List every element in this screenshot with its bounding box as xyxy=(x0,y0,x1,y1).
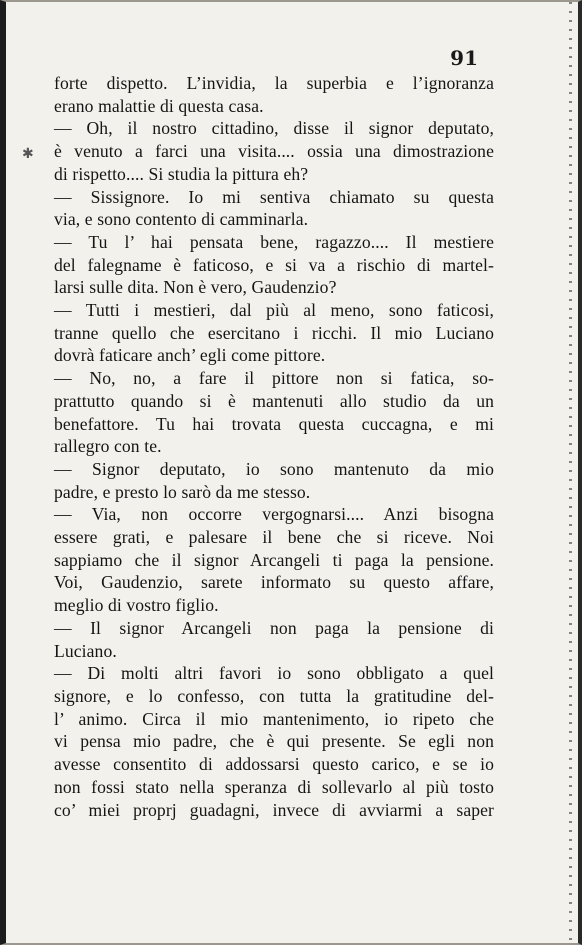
text-line: di rispetto.... Si studia la pittura eh? xyxy=(54,163,309,184)
text-line: via, e sono contento di camminarla. xyxy=(54,209,309,230)
margin-mark: ✱ xyxy=(22,146,34,162)
page-edge-shadow xyxy=(569,2,572,945)
text-line: meglio di vostro figlio. xyxy=(54,595,219,616)
page-number: 91 xyxy=(450,46,478,70)
text-line: — Via, non occorre vergognarsi.... Anzi bisogna xyxy=(54,504,494,525)
text-line: del falegname è faticoso, e si va a rischio di martel- xyxy=(54,254,494,275)
text-line: — Di molti altri favori io sono obbligato a quel xyxy=(54,663,494,684)
text-line: — Oh, il nostro cittadino, disse il signor deputato, xyxy=(54,118,494,139)
text-line: — Tu l’ hai pensata bene, ragazzo.... Il mestiere xyxy=(54,231,494,252)
text-line: erano malattie di questa casa. xyxy=(54,95,264,116)
text-line: larsi sulle dita. Non è vero, Gaudenzio? xyxy=(54,277,337,298)
text-line: Luciano. xyxy=(54,640,117,661)
text-line: padre, e presto lo sarò da me stesso. xyxy=(54,481,311,502)
text-line: signore, e lo confesso, con tutta la gratitudine del- xyxy=(54,685,494,706)
text-line: avesse consentito di addossarsi questo carico, e se io xyxy=(54,754,494,775)
text-line: essere grati, e palesare il bene che si riceve. Noi xyxy=(54,527,494,548)
text-line: sappiamo che il signor Arcangeli ti paga la pensione. xyxy=(54,549,494,570)
text-line: — Signor deputato, io sono mantenuto da mio xyxy=(54,458,494,479)
text-line: dovrà faticare anch’ egli come pittore. xyxy=(54,345,326,366)
text-line: rallegro con te. xyxy=(54,436,162,457)
text-line: vi pensa mio padre, che è qui presente. Se egli non xyxy=(54,731,494,752)
text-line: — Tutti i mestieri, dal più al meno, sono faticosi, xyxy=(54,300,494,321)
text-line: co’ miei proprj guadagni, invece di avviarmi a saper xyxy=(54,799,494,820)
text-line: è venuto a farci una visita.... ossia una dimostrazione xyxy=(54,141,494,162)
page-text xyxy=(54,72,494,821)
text-line: benefattore. Tu hai trovata questa cuccagna, e mi xyxy=(54,413,494,434)
text-line: prattutto quando si è mantenuti allo studio da un xyxy=(54,390,494,411)
text-line: — Il signor Arcangeli non paga la pensione di xyxy=(54,617,494,638)
text-line: — No, no, a fare il pittore non si fatica, so- xyxy=(54,368,494,389)
text-line: Voi, Gaudenzio, sarete informato su questo affare, xyxy=(54,572,494,593)
text-line: l’ animo. Circa il mio mantenimento, io ripeto che xyxy=(54,708,494,729)
text-line: tranne quello che esercitano i ricchi. Il mio Luciano xyxy=(54,322,494,343)
text-line: — Sissignore. Io mi sentiva chiamato su questa xyxy=(54,186,494,207)
text-line: non fossi stato nella speranza di sollevarlo al più tosto xyxy=(54,776,494,797)
text-line: forte dispetto. L’invidia, la superbia e l’ignoranza xyxy=(54,73,494,93)
